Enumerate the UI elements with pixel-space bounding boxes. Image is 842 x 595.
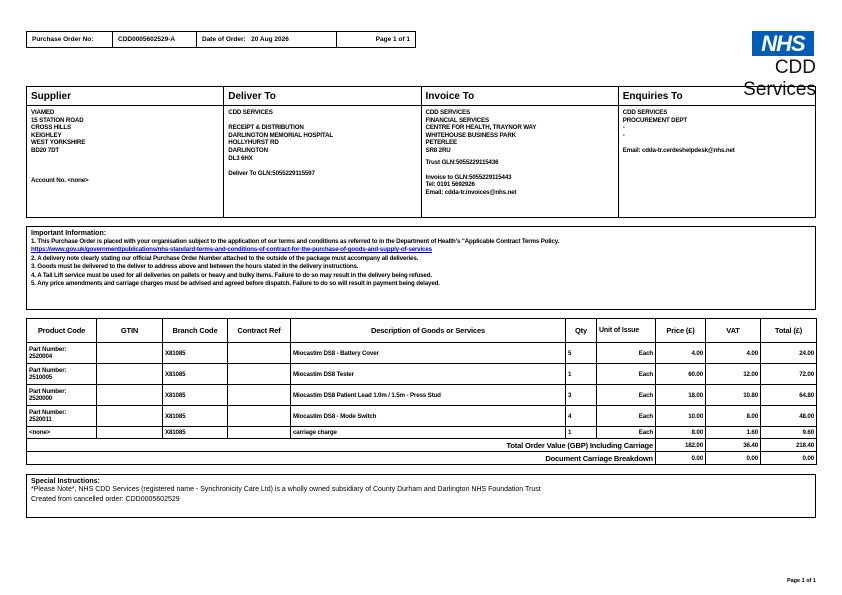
important-information bbox=[26, 226, 816, 310]
total-cell: 48.00 bbox=[761, 406, 817, 427]
product-code-cell: <none> bbox=[27, 427, 97, 439]
important-line-2: 2. A delivery note clearly stating our official Purchase Order Number attached to the outside of the package must accompany all deliveries. bbox=[31, 254, 419, 262]
supplier-line: 15 STATION ROAD bbox=[31, 116, 84, 124]
carriage-label: Document Carriage Breakdown bbox=[27, 452, 656, 465]
unit-cell: Each bbox=[597, 343, 656, 364]
branch-cell: X81085 bbox=[163, 364, 228, 385]
col-total: Total (£) bbox=[761, 319, 817, 343]
invoice-email[interactable]: Email: cdda-tr.invoices@nhs.net bbox=[425, 188, 517, 196]
gtin-cell bbox=[97, 364, 163, 385]
supplier-account: Account No. <none> bbox=[31, 177, 89, 185]
branch-cell: X81085 bbox=[163, 406, 228, 427]
table-row bbox=[27, 364, 817, 385]
description-cell: Miocastim DS8 - Battery Cover bbox=[291, 343, 566, 364]
order-header-strip bbox=[26, 31, 416, 48]
contract-cell bbox=[228, 427, 291, 439]
order-date-value: 20 Aug 2026 bbox=[251, 36, 289, 43]
vat-cell: 10.80 bbox=[706, 385, 761, 406]
carriage-breakdown-row bbox=[27, 452, 817, 465]
vat-cell: 12.00 bbox=[706, 364, 761, 385]
vat-cell: 4.00 bbox=[706, 343, 761, 364]
vat-cell: 1.60 bbox=[706, 427, 761, 439]
address-panel bbox=[26, 86, 816, 218]
price-cell: 18.00 bbox=[656, 385, 706, 406]
gtin-cell bbox=[97, 343, 163, 364]
deliver-to-section bbox=[224, 87, 421, 217]
product-code-cell: Part Number: 2520004 bbox=[27, 343, 97, 364]
total-order-price: 182.00 bbox=[656, 439, 706, 452]
table-row bbox=[27, 385, 817, 406]
col-unit: Unit of Issue bbox=[597, 319, 656, 343]
qty-cell: 3 bbox=[566, 385, 597, 406]
unit-cell: Each bbox=[597, 427, 656, 439]
gtin-cell bbox=[97, 385, 163, 406]
enquiries-line: PROCUREMENT DEPT bbox=[622, 116, 688, 124]
invoice-to-section bbox=[422, 87, 619, 217]
qty-cell: 4 bbox=[566, 406, 597, 427]
special-instructions bbox=[26, 474, 816, 518]
terms-link[interactable]: https://www.gov.uk/government/publications/nhs-standard-terms-and-conditions-of-contract-for-the-purchase-of-goods-and-supply-of-services bbox=[31, 246, 432, 254]
carriage-total: 0.00 bbox=[761, 452, 817, 465]
total-order-label: Total Order Value (GBP) Including Carriage bbox=[27, 439, 656, 452]
branch-cell: X81085 bbox=[163, 343, 228, 364]
product-code-cell: Part Number: 2520000 bbox=[27, 385, 97, 406]
description-cell: carriage charge bbox=[291, 427, 566, 439]
footer-page-indicator: Page 1 of 1 bbox=[786, 578, 816, 584]
deliver-line: CDD SERVICES bbox=[228, 109, 273, 116]
important-line-1: 1. This Purchase Order is placed with your organisation subject to the application of our terms and conditions as referred to in the Department of Health's "Applicable Contract Terms Policy. bbox=[31, 238, 560, 245]
price-cell: 10.00 bbox=[656, 406, 706, 427]
price-cell: 8.00 bbox=[656, 427, 706, 439]
col-vat: VAT bbox=[706, 319, 761, 343]
invoice-gln: Invoice to GLN:5055229115443 bbox=[425, 173, 512, 181]
table-header-row bbox=[27, 319, 817, 343]
enquiries-line: CDD SERVICES bbox=[622, 109, 668, 116]
unit-cell: Each bbox=[597, 406, 656, 427]
order-items-table bbox=[26, 318, 817, 465]
gtin-cell bbox=[97, 406, 163, 427]
trust-gln: Trust GLN:5055229115436 bbox=[425, 158, 499, 166]
deliver-line: DL3 6HX bbox=[228, 154, 253, 162]
supplier-line: CROSS HILLS bbox=[31, 124, 71, 132]
enquiries-line: - bbox=[622, 131, 625, 139]
special-line-1: *Please Note*, NHS CDD Services (registered name - Synchronicity Care Ltd) is a wholly owned subsidiary of County Durham and Darlington NHS Foundation Trust bbox=[31, 486, 541, 493]
product-code-cell: Part Number: 2510005 bbox=[27, 364, 97, 385]
brand-title: CDD Services bbox=[743, 57, 816, 100]
supplier-heading: Supplier bbox=[27, 87, 223, 106]
col-description: Description of Goods or Services bbox=[291, 319, 566, 343]
branch-cell: X81085 bbox=[163, 427, 228, 439]
po-label: Purchase Order No: bbox=[27, 32, 113, 47]
table-row bbox=[27, 406, 817, 427]
total-cell: 9.60 bbox=[761, 427, 817, 439]
invoice-line: PETERLEE bbox=[425, 139, 457, 147]
deliver-line: DARLINGTON MEMORIAL HOSPITAL bbox=[228, 131, 334, 139]
table-row bbox=[27, 343, 817, 364]
invoice-to-heading: Invoice To bbox=[422, 87, 618, 106]
total-cell: 24.00 bbox=[761, 343, 817, 364]
special-title: Special Instructions: bbox=[31, 478, 100, 485]
invoice-line: CDD SERVICES bbox=[425, 109, 471, 116]
col-qty: Qty bbox=[566, 319, 597, 343]
description-cell: Miocastim DS8 Tester bbox=[291, 364, 566, 385]
contract-cell bbox=[228, 343, 291, 364]
carriage-vat: 0.00 bbox=[706, 452, 761, 465]
supplier-line: KEIGHLEY bbox=[31, 131, 62, 139]
col-branch-code: Branch Code bbox=[163, 319, 228, 343]
qty-cell: 5 bbox=[566, 343, 597, 364]
supplier-section bbox=[27, 87, 224, 217]
branch-cell: X81085 bbox=[163, 385, 228, 406]
vat-cell: 8.00 bbox=[706, 406, 761, 427]
invoice-line: FINANCIAL SERVICES bbox=[425, 116, 489, 124]
nhs-logo: NHS bbox=[752, 31, 814, 56]
total-order-vat: 36.40 bbox=[706, 439, 761, 452]
col-gtin: GTIN bbox=[97, 319, 163, 343]
important-line-3: 3. Goods must be delivered to the deliver to address above and between the hours stated in the delivery instructions. bbox=[31, 263, 359, 271]
invoice-line: WHITEHOUSE BUSINESS PARK bbox=[425, 131, 516, 139]
deliver-line: HOLLYHURST RD bbox=[228, 139, 279, 147]
price-cell: 60.00 bbox=[656, 364, 706, 385]
total-order-total: 218.40 bbox=[761, 439, 817, 452]
col-product-code: Product Code bbox=[27, 319, 97, 343]
contract-cell bbox=[228, 385, 291, 406]
deliver-to-heading: Deliver To bbox=[224, 87, 420, 106]
col-contract-ref: Contract Ref bbox=[228, 319, 291, 343]
qty-cell: 1 bbox=[566, 364, 597, 385]
total-cell: 72.00 bbox=[761, 364, 817, 385]
description-cell: Miocastim DS8 Patient Lead 1.0m / 1.5m - Press Stud bbox=[291, 385, 566, 406]
important-line-4: 4. A Tail Lift service must be used for all deliveries on pallets or heavy and bulky items. Failure to do so may result in the delivery being refused. bbox=[31, 271, 432, 279]
table-row bbox=[27, 427, 817, 439]
description-cell: Miocastim DS8 - Mode Switch bbox=[291, 406, 566, 427]
contract-cell bbox=[228, 364, 291, 385]
enquiries-line: - bbox=[622, 124, 625, 132]
order-date bbox=[197, 32, 337, 47]
unit-cell: Each bbox=[597, 385, 656, 406]
important-title: Important Information: bbox=[31, 230, 107, 237]
unit-cell: Each bbox=[597, 364, 656, 385]
invoice-line: CENTRE FOR HEALTH, TRAYNOR WAY bbox=[425, 124, 537, 132]
deliver-line: RECEIPT & DISTRIBUTION bbox=[228, 124, 304, 132]
deliver-line: DARLINGTON bbox=[228, 146, 268, 154]
qty-cell: 1 bbox=[566, 427, 597, 439]
supplier-line: BD20 7DT bbox=[31, 146, 60, 154]
price-cell: 4.00 bbox=[656, 343, 706, 364]
col-price: Price (£) bbox=[656, 319, 706, 343]
important-line-5: 5. Any price amendments and carriage charges must be advised and agreed before dispatch. Failure to do so will result in payment being delayed. bbox=[31, 280, 440, 288]
contract-cell bbox=[228, 406, 291, 427]
supplier-line: WEST YORKSHIRE bbox=[31, 139, 86, 147]
supplier-line: VIAMED bbox=[31, 109, 55, 116]
gtin-cell bbox=[97, 427, 163, 439]
enquiries-email[interactable]: Email: cdda-tr.cerdeshelpdesk@nhs.net bbox=[622, 146, 735, 154]
invoice-line: SR8 2RU bbox=[425, 146, 451, 154]
invoice-tel: Tel: 0191 5692926 bbox=[425, 181, 475, 189]
special-line-2: Created from cancelled order: CDD0005602529 bbox=[31, 496, 180, 503]
page-indicator: Page 1 of 1 bbox=[375, 36, 410, 43]
order-date-label: Date of Order: bbox=[202, 36, 246, 43]
deliver-gln: Deliver To GLN:5055229115597 bbox=[228, 169, 315, 177]
po-number: CDD0005602529-A bbox=[113, 32, 197, 47]
enquiries-to-heading: Enquiries To bbox=[619, 87, 815, 106]
total-cell: 64.80 bbox=[761, 385, 817, 406]
product-code-cell: Part Number: 2520011 bbox=[27, 406, 97, 427]
carriage-price: 0.00 bbox=[656, 452, 706, 465]
total-order-value-row bbox=[27, 439, 817, 452]
enquiries-to-section bbox=[619, 87, 815, 217]
